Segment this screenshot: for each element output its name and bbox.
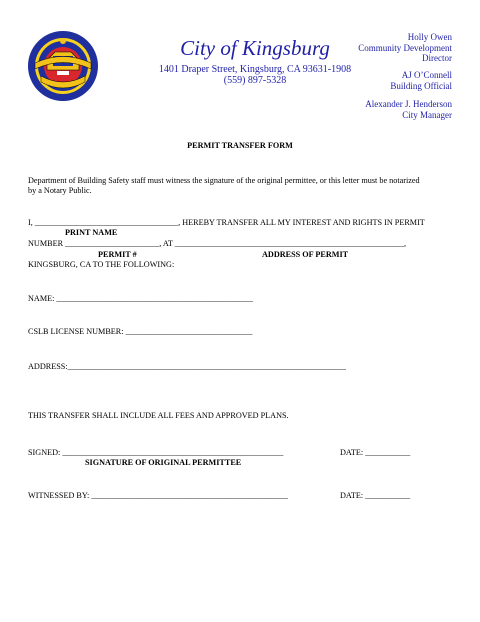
signed-field[interactable]: SIGNED: ______________________________________________________ [28, 448, 284, 457]
witnessed-by-field[interactable]: WITNESSED BY: ________________________________________________ [28, 491, 288, 500]
city-title: City of Kingsburg [180, 36, 330, 60]
signature-label: SIGNATURE OF ORIGINAL PERMITTEE [85, 458, 242, 467]
permit-number-label: PERMIT # [98, 250, 137, 259]
city-phone: (559) 897-5328 [223, 75, 287, 86]
address-field[interactable]: ADDRESS:____________________________________________________________________ [28, 362, 346, 371]
kingsburg-line: KINGSBURG, CA TO THE FOLLOWING: [28, 260, 175, 269]
print-name-label: PRINT NAME [65, 228, 118, 237]
intro-text-line2: by a Notary Public. [28, 186, 92, 195]
staff-title: Director [422, 53, 452, 63]
city-address: 1401 Draper Street, Kingsburg, CA 93631-1908 [158, 64, 352, 75]
form-title: PERMIT TRANSFER FORM [187, 141, 293, 150]
staff-title: Building Official [390, 80, 452, 91]
signed-date-field[interactable]: DATE: ___________ [340, 448, 411, 457]
staff-name: AJ O’Connell [401, 70, 452, 80]
witnessed-date-field[interactable]: DATE: ___________ [340, 491, 411, 500]
city-seal-logo [27, 30, 99, 102]
staff-name: Holly Owen [407, 32, 452, 42]
fees-statement: THIS TRANSFER SHALL INCLUDE ALL FEES AND APPROVED PLANS. [28, 411, 289, 420]
staff-city-manager [365, 99, 452, 120]
address-of-permit-label: ADDRESS OF PERMIT [262, 250, 349, 259]
name-field[interactable]: NAME: ________________________________________________ [28, 294, 253, 303]
staff-director [358, 32, 452, 64]
staff-title: Community Development [358, 42, 452, 53]
staff-name: Alexander J. Henderson [365, 99, 452, 109]
staff-title: City Manager [402, 109, 452, 120]
transfer-name-field[interactable]: I, ___________________________________, HEREBY TRANSFER ALL MY INTEREST AND RIGHTS IN PERMIT [28, 218, 425, 227]
permit-number-field[interactable]: NUMBER _______________________, AT ________________________________________________________, [28, 239, 407, 248]
staff-building-official [390, 70, 452, 91]
intro-text-line1: Department of Building Safety staff must witness the signature of the original permittee, or this letter must be notarized [28, 176, 420, 185]
cslb-license-field[interactable]: CSLB LICENSE NUMBER: _______________________________ [28, 327, 253, 336]
